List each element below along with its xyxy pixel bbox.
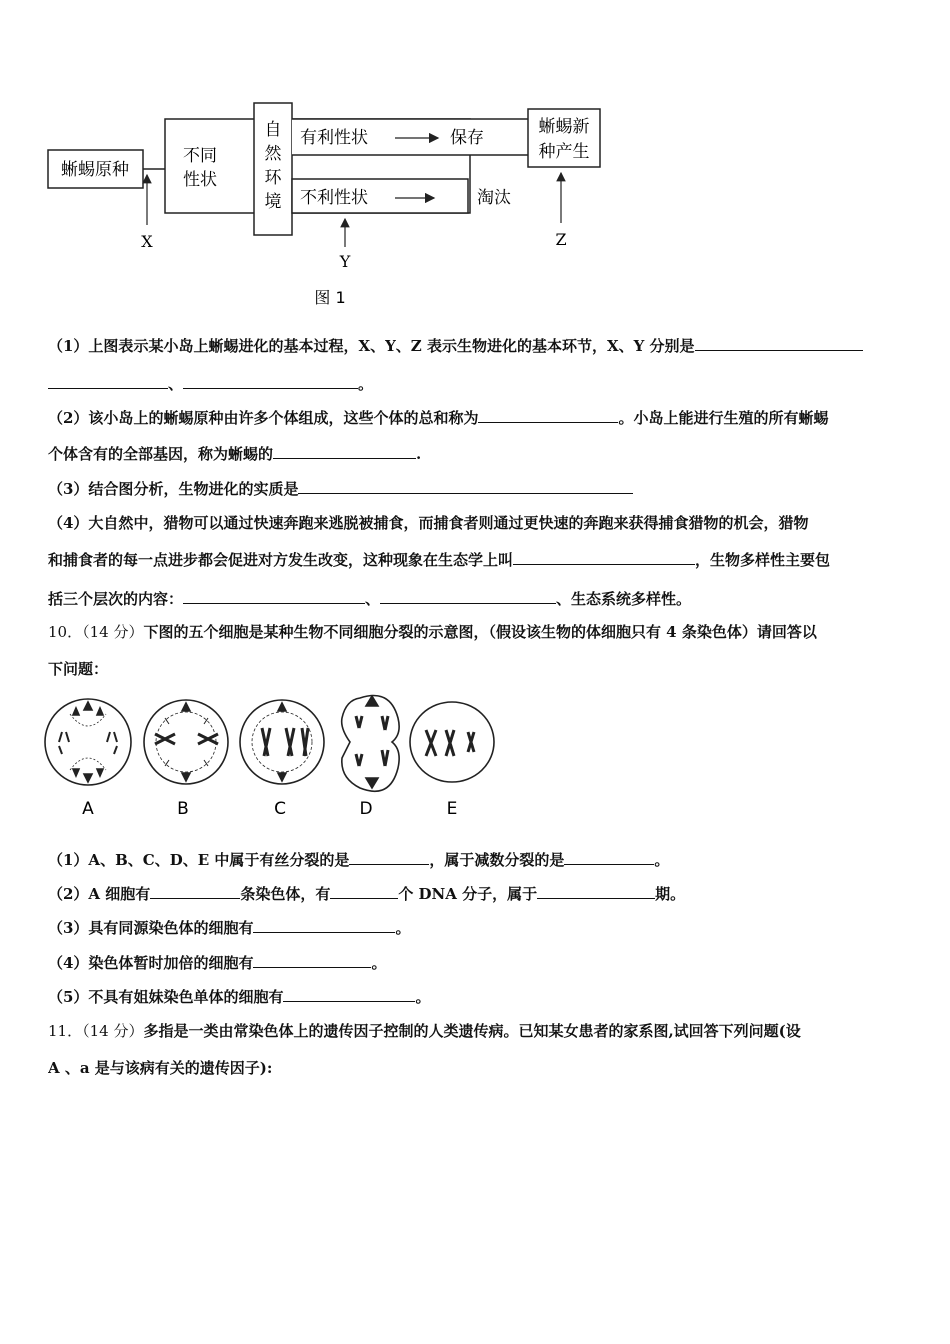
q10-blank-7[interactable]	[253, 953, 371, 968]
q10-s2-text-c: 个 DNA 分子，属于	[398, 885, 538, 903]
cell-division-figure	[40, 688, 510, 823]
q10-s2-end: 期。	[655, 885, 686, 903]
q9-p2-end: .	[416, 445, 422, 463]
variation-label-2: 性状	[183, 170, 217, 190]
q9-blank-6[interactable]	[298, 479, 633, 494]
q9-p2-text-b: 。小岛上能进行生殖的所有蜥蜴	[618, 409, 829, 427]
q9-p4-text-c: ，生物多样性主要包	[695, 551, 831, 569]
environment-char-4: 境	[264, 192, 282, 212]
q9-p1-sep: 、	[168, 375, 184, 393]
q10-s2-text: （2）A 细胞有	[48, 885, 151, 903]
q9-p3-text: （3）结合图分析，生物进化的实质是	[48, 480, 299, 498]
cell-e	[410, 702, 494, 782]
q10-intro-text: 下图的五个细胞是某种生物不同细胞分裂的示意图，（假设该生物的体细胞只有 4 条染色体）请回答以	[143, 623, 817, 641]
cell-label-e: E	[446, 799, 458, 819]
q10-s1-text: （1）A、B、C、D、E 中属于有丝分裂的是	[48, 851, 350, 869]
q11-text-a: 多指是一类由常染色体上的遗传因子控制的人类遗传病。已知某女患者的家系图,试回答下列问题(设	[143, 1022, 801, 1040]
q10-s1-end: 。	[654, 851, 670, 869]
cell-label-b: B	[177, 799, 189, 819]
q10-sub4	[48, 953, 908, 973]
q10-blank-5[interactable]	[537, 884, 655, 899]
q9-part2-cont	[48, 444, 908, 464]
q9-part4	[48, 513, 908, 533]
cell-a	[45, 699, 131, 785]
cell-label-d: D	[359, 799, 373, 819]
new-species-line-2: 种产生	[538, 142, 590, 162]
q10-blank-6[interactable]	[253, 918, 395, 933]
cell-label-c: C	[274, 799, 286, 819]
q9-p2-text-c: 个体含有的全部基因，称为蜥蜴的	[48, 445, 274, 463]
q10-s5-end: 。	[415, 988, 431, 1006]
unfavorable-trait: 不利性状	[300, 188, 368, 208]
q9-p4-text: （4）大自然中，猎物可以通过快速奔跑来逃脱被捕食，而捕食者则通过更快速的奔跑来获得捕食猎物的机会，猎物	[48, 514, 809, 532]
q10-blank-1[interactable]	[349, 850, 429, 865]
q9-blank-8[interactable]	[183, 589, 365, 604]
q9-blank-4[interactable]	[478, 408, 618, 423]
q10-blank-8[interactable]	[283, 987, 415, 1002]
eliminate-label: 淘汰	[477, 188, 511, 208]
q11-text-cont	[48, 1058, 908, 1078]
q10-sub1	[48, 850, 908, 870]
q9-p2-text: （2）该小岛上的蜥蜴原种由许多个体组成，这些个体的总和称为	[48, 409, 479, 427]
q9-part2	[48, 408, 908, 428]
q10-intro-cont	[48, 659, 908, 679]
q10-s4-text: （4）染色体暂时加倍的细胞有	[48, 954, 254, 972]
figure-caption: 图 1	[314, 288, 346, 307]
cell-b	[144, 700, 228, 784]
q10-intro	[48, 622, 908, 642]
q10-blank-3[interactable]	[150, 884, 240, 899]
environment-char-3: 环	[264, 168, 282, 188]
q9-blank-7[interactable]	[513, 550, 695, 565]
q9-blank-5[interactable]	[273, 444, 416, 459]
q10-number: 10．（14 分）	[48, 623, 144, 641]
cell-label-a: A	[82, 799, 94, 819]
q9-p4-text-d: 括三个层次的内容：	[48, 590, 184, 608]
label-x: X	[141, 232, 153, 251]
q9-part1	[48, 336, 908, 356]
favorable-trait: 有利性状	[300, 128, 368, 148]
preserve-label: 保存	[450, 128, 484, 148]
q10-sub3	[48, 918, 908, 938]
q9-part1-cont	[48, 374, 908, 394]
q10-s5-text: （5）不具有姐妹染色单体的细胞有	[48, 988, 284, 1006]
q10-s2-text-b: 条染色体，有	[240, 885, 331, 903]
q9-blank-3[interactable]	[183, 374, 358, 389]
label-z: Z	[555, 230, 567, 249]
q9-part4-cont	[48, 550, 908, 570]
q10-s3-text: （3）具有同源染色体的细胞有	[48, 919, 254, 937]
variation-label-1: 不同	[183, 146, 217, 166]
q9-p4-text-e: 、生态系统多样性。	[556, 590, 692, 608]
label-y: Y	[339, 252, 351, 271]
q10-sub2	[48, 884, 908, 904]
environment-char-1: 自	[264, 120, 282, 140]
q9-p1-text: （1）上图表示某小岛上蜥蜴进化的基本过程，X、Y、Z 表示生物进化的基本环节，X、Y 分别是	[48, 337, 695, 355]
q9-p4-sep: 、	[365, 590, 381, 608]
q9-blank-1[interactable]	[695, 336, 863, 351]
q9-part3	[48, 479, 908, 499]
evolution-diagram	[40, 95, 620, 315]
q10-s3-end: 。	[395, 919, 411, 937]
q10-s4-end: 。	[371, 954, 387, 972]
q9-part4-cont2	[48, 589, 908, 609]
q10-s1-text-b: ，属于减数分裂的是	[429, 851, 565, 869]
q9-p4-text-b: 和捕食者的每一点进步都会促进对方发生改变，这种现象在生态学上叫	[48, 551, 514, 569]
q9-blank-9[interactable]	[380, 589, 556, 604]
q10-blank-2[interactable]	[564, 850, 654, 865]
q9-p1-end: 。	[358, 375, 374, 393]
origin-box-label: 蜥蜴原种	[61, 160, 129, 180]
q10-blank-4[interactable]	[330, 884, 398, 899]
q10-sub5	[48, 987, 908, 1007]
new-species-line-1: 蜥蜴新	[538, 117, 590, 137]
q11-text	[48, 1021, 908, 1041]
cell-d	[342, 696, 399, 792]
environment-char-2: 然	[264, 144, 282, 164]
q9-blank-2[interactable]	[48, 374, 168, 389]
q11-number: 11．（14 分）	[48, 1022, 144, 1040]
cell-c	[240, 700, 324, 784]
q10-intro-text-b: 下问题：	[48, 660, 109, 678]
q11-text-b: A 、a 是与该病有关的遗传因子):	[48, 1059, 273, 1077]
